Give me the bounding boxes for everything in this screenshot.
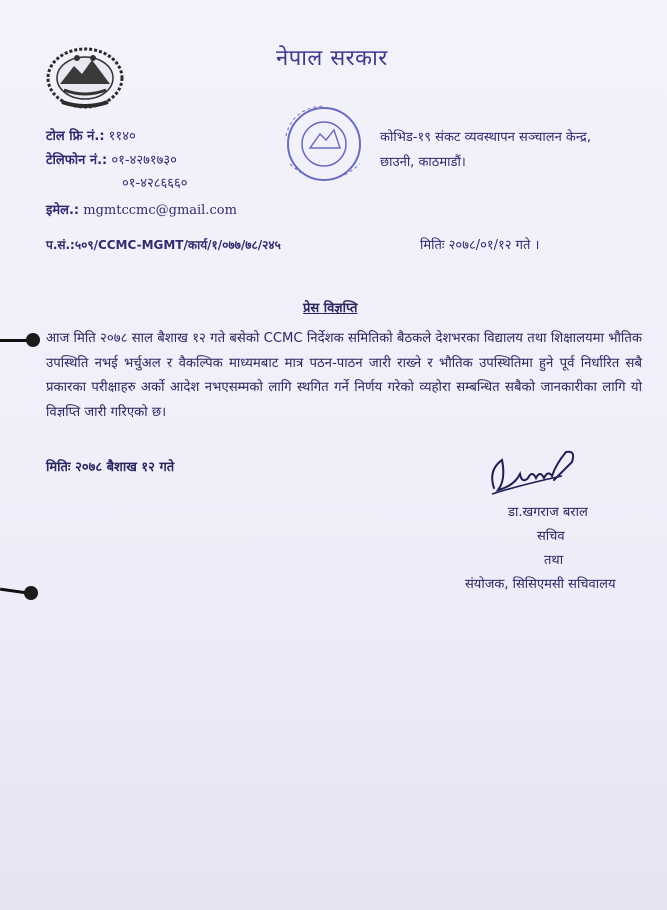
- signatory-conjunction: तथा: [544, 553, 564, 568]
- tollfree-value: ११४०: [108, 129, 136, 144]
- reference-date: मितिः २०७८/०१/१२ गते ।: [420, 238, 540, 253]
- phone-label: टेलिफोन नं.:: [46, 153, 108, 168]
- org-line-2: छाउनी, काठमाडौं।: [380, 155, 466, 170]
- phone-line: [46, 150, 177, 168]
- notice-date: मितिः २०७८ बैशाख १२ गते: [46, 460, 175, 475]
- signatory-name: डा.खगराज बराल: [508, 505, 588, 520]
- signature-icon: [484, 440, 584, 500]
- tollfree-label: टोल फ्रि नं.:: [46, 129, 105, 144]
- notice-title: प्रेस विज्ञप्ति: [303, 301, 358, 316]
- nepal-emblem-icon: [44, 44, 126, 110]
- signatory-org: संयोजक, सिसिएमसी सचिवालय: [465, 577, 616, 592]
- office-seal-icon: [272, 100, 382, 200]
- punch-hole-bottom: [24, 586, 38, 600]
- punch-hole-top: [26, 333, 40, 347]
- email-value: mgmtccmc@gmail.com: [83, 203, 237, 218]
- phone-value-1: ०१-४२७१७३०: [111, 153, 177, 168]
- tollfree-line: [46, 126, 136, 144]
- email-label: इमेल.:: [46, 203, 80, 218]
- phone-value-2: ०१-४२८६६६०: [122, 176, 188, 191]
- org-line-1: कोभिड-१९ संकट व्यवस्थापन सञ्चालन केन्द्र,: [380, 130, 591, 145]
- reference-number: प.सं.:५०९/CCMC-MGMT/कार्य/१/०७७/७८/२४५: [46, 238, 281, 252]
- signatory-role: सचिव: [537, 529, 565, 544]
- notice-body: आज मिति २०७८ साल बैशाख १२ गते बसेको CCMC निर्देशक समितिको बैठकले देशभरका विद्यालय तथा शिक्षालयमा भौतिक उपस्थिति नभई भर्चुअल र वैकल्पिक माध्यमबाट मात्र पठन-पाठन जारी राख्ने र भौतिक उपस्थितिमा हुने पूर्व निर्धारित सबै प्रकारका परीक्षाहरु अर्को आदेश नभएसम्मको लागि स्थगित गर्ने निर्णय गरेको व्यहोरा सम्बन्धित सबैको जानकारीका लागि यो विज्ञप्ति जारी गरिएको छ।: [46, 331, 642, 420]
- page-title: नेपाल सरकार: [276, 46, 388, 71]
- email-line: [46, 200, 237, 218]
